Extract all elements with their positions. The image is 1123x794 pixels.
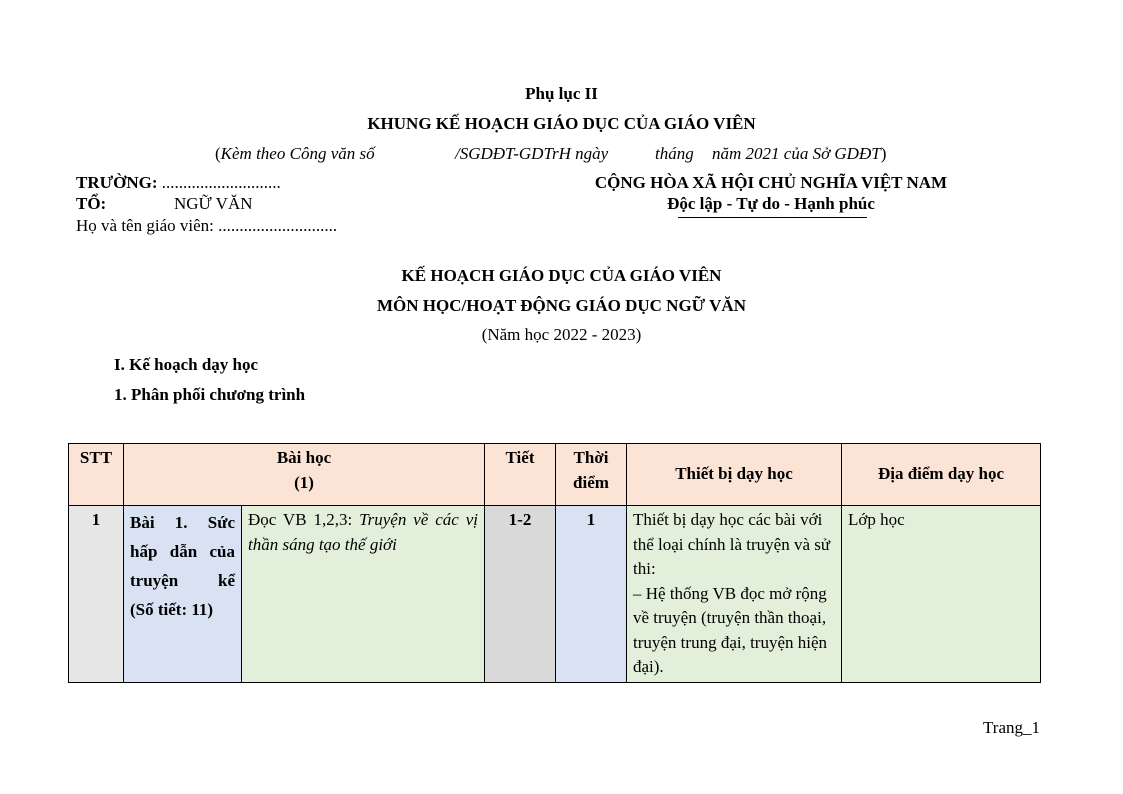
- header-thoi-diem: [556, 444, 627, 506]
- nation-name: CỘNG HÒA XÃ HỘI CHỦ NGHĨA VIỆT NAM: [594, 173, 948, 192]
- cell-noi-dung: [242, 506, 485, 683]
- attachment-text-2: /SGDĐT-GDTrH ngày: [455, 144, 609, 163]
- header-tiet: Tiết: [485, 444, 556, 506]
- teacher-label: Họ và tên giáo viên:: [76, 216, 214, 235]
- header-bai-hoc: [124, 444, 485, 506]
- attachment-text-1: Kèm theo Công văn số: [220, 144, 375, 163]
- school-label: TRƯỜNG:: [76, 173, 158, 192]
- header-bai-hoc-num: (1): [294, 472, 314, 492]
- plan-subject: MÔN HỌC/HOẠT ĐỘNG GIÁO DỤC NGỮ VĂN: [377, 296, 746, 315]
- header-thoi-diem-2: điểm: [573, 472, 609, 492]
- bai-line-3: truyện kể: [130, 571, 235, 590]
- header-thiet-bi: Thiết bị dạy học: [627, 444, 842, 506]
- plan-year: (Năm học 2022 - 2023): [481, 325, 642, 344]
- thiet-bi-line-2: – Hệ thống VB đọc mở rộng về truyện (truyện thần thoại, truyện trung đại, truyện hiện đại).: [633, 583, 828, 676]
- group-label: TỔ:: [76, 194, 107, 213]
- school-value: ............................: [161, 173, 281, 192]
- cell-dia-diem: Lớp học: [842, 506, 1041, 683]
- attachment-close-paren: ): [880, 144, 887, 163]
- attachment-text-4: năm 2021 của Sở GDĐT: [712, 144, 881, 163]
- program-table: [68, 443, 1041, 683]
- thiet-bi-line-1: Thiết bị dạy học các bài với thể loại chính là truyện và sử thi:: [633, 510, 831, 578]
- header-stt: STT: [69, 444, 124, 506]
- group-value: NGỮ VĂN: [174, 194, 253, 213]
- motto-underline: [678, 217, 867, 218]
- page-number: Trang_1: [983, 718, 1040, 737]
- attachment-open-paren: (: [215, 144, 221, 163]
- appendix-label: Phụ lục II: [525, 84, 598, 103]
- table-header-row: [69, 444, 1041, 506]
- bai-line-1: Bài 1. Sức: [130, 513, 235, 532]
- bai-line-4: (Số tiết: 11): [130, 600, 214, 619]
- bai-line-2: hấp dẫn của: [130, 542, 235, 561]
- school-line: [76, 173, 281, 193]
- cell-thiet-bi: [627, 506, 842, 683]
- attachment-note: [215, 144, 375, 164]
- subsection-heading: 1. Phân phối chương trình: [114, 385, 306, 404]
- plan-title: KẾ HOẠCH GIÁO DỤC CỦA GIÁO VIÊN: [401, 266, 722, 285]
- header-bai-hoc-label: Bài học: [276, 448, 332, 467]
- cell-tiet: 1-2: [485, 506, 556, 683]
- noidung-prefix: Đọc VB 1,2,3:: [248, 510, 360, 529]
- cell-stt: 1: [69, 506, 124, 683]
- frame-title: KHUNG KẾ HOẠCH GIÁO DỤC CỦA GIÁO VIÊN: [367, 114, 756, 133]
- cell-bai-hoc: [124, 506, 242, 683]
- teacher-value: ............................: [218, 216, 338, 235]
- header-dia-diem: Địa điểm dạy học: [842, 444, 1041, 506]
- cell-thoi-diem: 1: [556, 506, 627, 683]
- attachment-text-3: tháng: [655, 144, 694, 163]
- nation-motto: Độc lập - Tự do - Hạnh phúc: [667, 194, 875, 213]
- header-thoi-diem-1: Thời: [573, 448, 609, 467]
- table-row: [69, 506, 1041, 683]
- noidung-italic: Truyện về các vị thần sáng tạo thế giới: [248, 510, 478, 554]
- section-heading: I. Kế hoạch dạy học: [114, 355, 259, 374]
- attachment-tail: [712, 144, 886, 164]
- teacher-line: [76, 216, 337, 236]
